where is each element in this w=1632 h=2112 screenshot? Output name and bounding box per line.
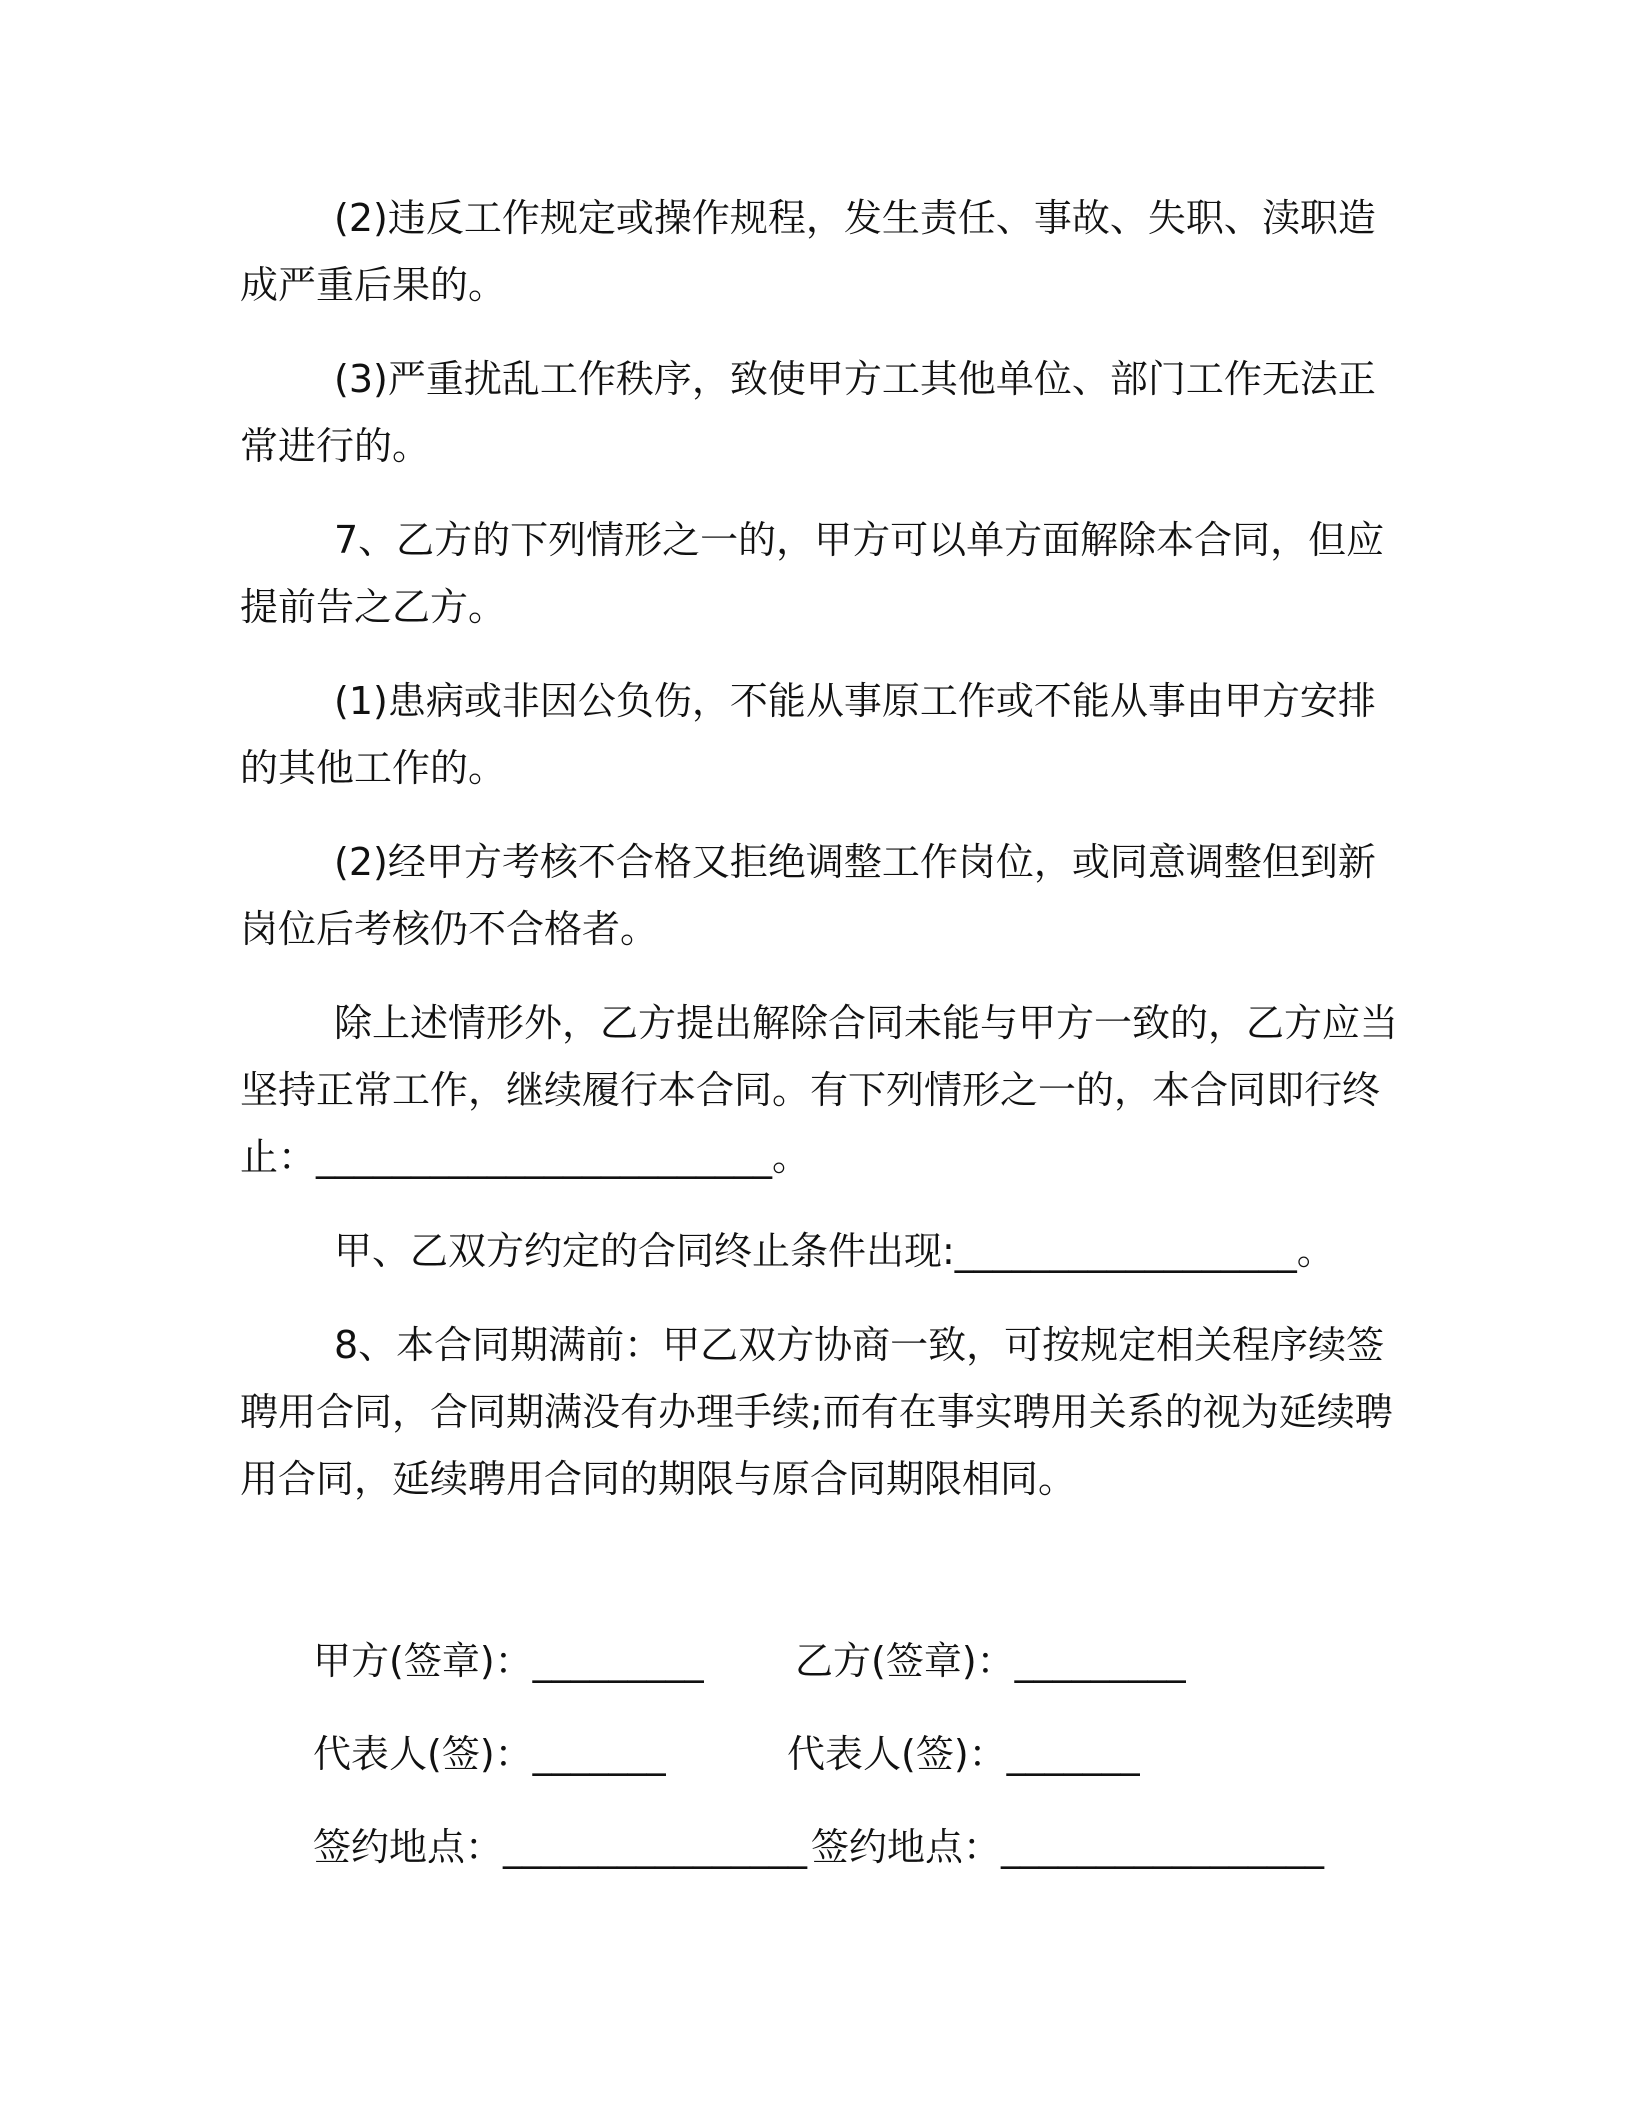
party-a-seal-field: 甲方(签章)：_________ — [313, 1639, 704, 1683]
paragraph-clause-2-assessment: (2)经甲方考核不合格又拒绝调整工作岗位，或同意调整但到新岗位后考核仍不合格者。 — [240, 840, 1376, 951]
paragraph-clause-1-illness: (1)患病或非因公负伤，不能从事原工作或不能从事由甲方安排的其他工作的。 — [240, 679, 1376, 790]
paragraph-termination-conditions: 除上述情形外，乙方提出解除合同未能与甲方一致的，乙方应当坚持正常工作，继续履行本合同。有下列情形之一的，本合同即行终止：________________________。 — [240, 1001, 1399, 1179]
document-body — [240, 185, 1400, 1540]
party-b-representative-field: 代表人(签)：_______ — [787, 1732, 1140, 1776]
party-a-signing-place-field: 签约地点：________________ — [313, 1825, 808, 1869]
party-b-seal-field: 乙方(签章)：_________ — [795, 1639, 1186, 1683]
signature-block — [313, 1628, 1413, 1907]
signature-row-representative — [313, 1721, 1413, 1814]
party-a-representative-field: 代表人(签)：_______ — [313, 1732, 666, 1776]
signature-row-seal — [313, 1628, 1413, 1721]
paragraph-agreed-termination: 甲、乙双方约定的合同终止条件出现:__________________。 — [334, 1229, 1335, 1273]
paragraph-clause-3-disruption: (3)严重扰乱工作秩序，致使甲方工其他单位、部门工作无法正常进行的。 — [240, 357, 1376, 468]
party-b-signing-place-field: 签约地点：_________________ — [811, 1825, 1325, 1869]
signature-row-place — [313, 1814, 1413, 1907]
paragraph-article-8: 8、本合同期满前：甲乙双方协商一致，可按规定相关程序续签聘用合同，合同期满没有办理手续;而有在事实聘用关系的视为延续聘用合同，延续聘用合同的期限与原合同期限相同。 — [240, 1323, 1393, 1501]
paragraph-article-7: 7、乙方的下列情形之一的，甲方可以单方面解除本合同，但应提前告之乙方。 — [240, 518, 1385, 629]
paragraph-clause-2-violation: (2)违反工作规定或操作规程，发生责任、事故、失职、渎职造成严重后果的。 — [240, 196, 1376, 307]
